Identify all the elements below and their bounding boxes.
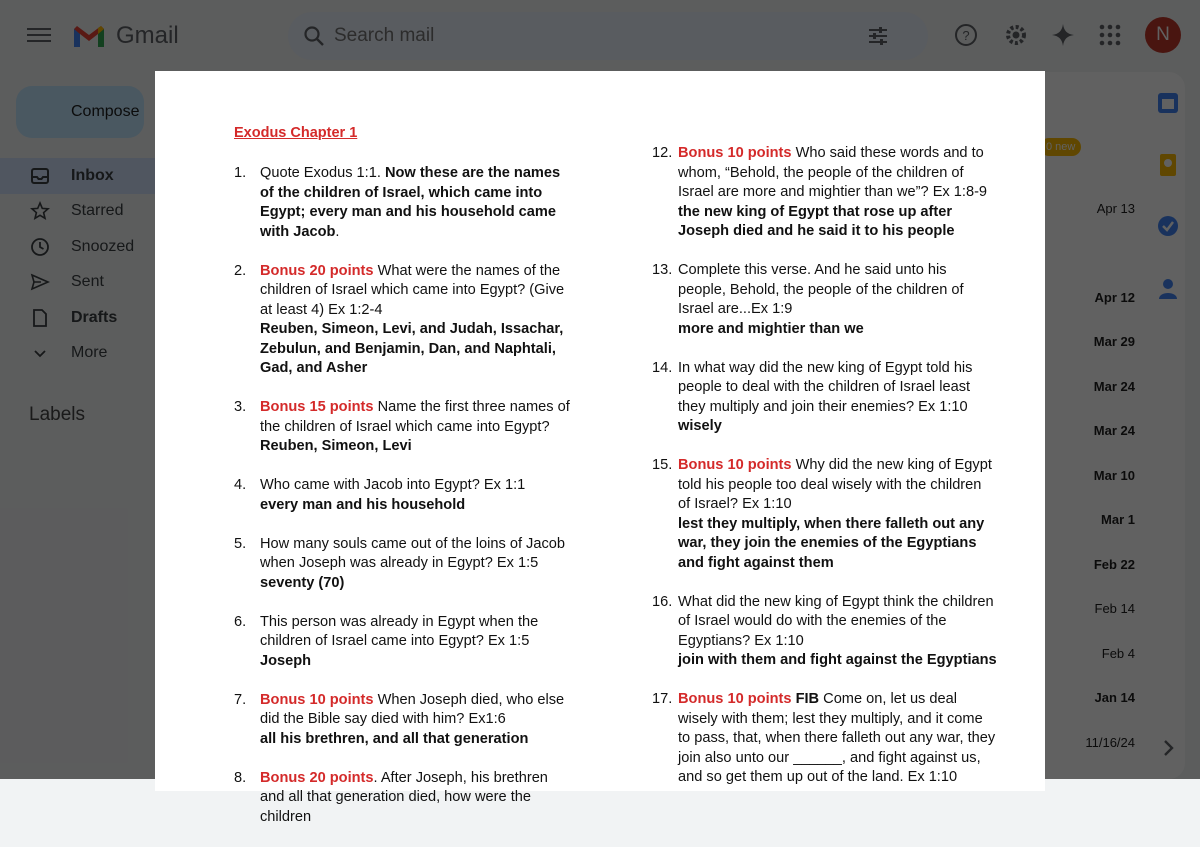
question-number: 12. bbox=[652, 145, 673, 161]
question-answer: seventy (70) bbox=[260, 574, 345, 591]
question-text: Who said these words and to whom, “Behold, the people of the children of Israel are more and mightier than we”? Ex 1:8-9 bbox=[678, 145, 988, 200]
question-text: What were the names of the children of Israel which came into Egypt? (Give at least 4) Ex 1:2-4 bbox=[260, 262, 565, 318]
question-answer: Joseph bbox=[260, 652, 312, 669]
question-answer: join with them and fight against the Egyptians bbox=[678, 652, 997, 668]
question-answer: Reuben, Simeon, Levi bbox=[260, 438, 412, 454]
question-number: 13. bbox=[652, 262, 673, 278]
question-number: 16. bbox=[652, 593, 673, 610]
question-answer: all his brethren, and all that generation bbox=[260, 730, 529, 747]
question-number: 2. bbox=[234, 262, 247, 279]
question-item bbox=[234, 535, 574, 594]
question-text: Why did the new king of Egypt told his people too deal wisely with the children of Israel? Ex 1:10 bbox=[678, 457, 992, 512]
bonus-label: Bonus 10 points bbox=[678, 691, 792, 707]
question-number: 15. bbox=[652, 457, 673, 473]
question-number: 8. bbox=[234, 769, 247, 786]
bonus-label: Bonus 20 points bbox=[260, 769, 374, 786]
question-item bbox=[234, 164, 574, 242]
document-column-left bbox=[234, 164, 574, 847]
question-number: 1. bbox=[234, 165, 247, 181]
question-item bbox=[234, 691, 574, 750]
question-item bbox=[234, 476, 574, 515]
bonus-label: Bonus 10 points bbox=[260, 691, 374, 708]
question-item bbox=[234, 262, 574, 379]
question-item bbox=[652, 261, 997, 339]
question-text: Quote Exodus 1:1. bbox=[260, 165, 385, 181]
bonus-label: Bonus 10 points bbox=[678, 145, 792, 161]
question-item bbox=[652, 359, 997, 437]
question-answer: more and mightier than we bbox=[678, 320, 864, 337]
question-text: In what way did the new king of Egypt told his people to deal with the children of Israel least they multiply and join their enemies? Ex 1:10 bbox=[678, 359, 973, 415]
question-text: How many souls came out of the loins of Jacob when Joseph was already in Egypt? Ex 1:5 bbox=[260, 535, 566, 571]
question-item bbox=[234, 769, 574, 828]
question-trail: . bbox=[335, 223, 340, 240]
question-text: When Joseph died, who else did the Bible say died with him? Ex1:6 bbox=[260, 691, 565, 727]
question-text: . After Joseph, his brethren and all that generation died, how were the children bbox=[260, 769, 548, 825]
document-column-right bbox=[652, 144, 997, 807]
question-number: 14. bbox=[652, 359, 673, 376]
question-text: What did the new king of Egypt think the children of Israel would do with the enemies of the Egyptians? Ex 1:10 bbox=[678, 593, 994, 649]
question-answer: Reuben, Simeon, Levi, and Judah, Issachar, Zebulun, and Benjamin, Dan, and Naphtali, Gad, and Asher bbox=[260, 321, 564, 376]
question-number: 3. bbox=[234, 399, 247, 415]
document-title: Exodus Chapter 1 bbox=[234, 125, 358, 141]
bonus-label: Bonus 15 points bbox=[260, 399, 374, 415]
question-answer: lest they multiply, when there falleth out any war, they join the enemies of the Egyptians and fight against them bbox=[678, 515, 985, 571]
question-text: This person was already in Egypt when the children of Israel came into Egypt? Ex 1:5 bbox=[260, 613, 539, 649]
question-item bbox=[652, 593, 997, 671]
fib-label: FIB bbox=[795, 691, 820, 707]
question-number: 7. bbox=[234, 691, 247, 708]
question-answer: wisely bbox=[678, 418, 722, 434]
question-answer: the new king of Egypt that rose up after Joseph died and he said it to his people bbox=[678, 203, 955, 239]
question-text: Come on, let us deal wisely with them; lest they multiply, and it come to pass, that, when there falleth out any war, they join also unto our ______, and fight against us, and so get them up out of the land. Ex 1:10 bbox=[678, 691, 996, 785]
question-number: 6. bbox=[234, 613, 247, 630]
bonus-label: Bonus 10 points bbox=[678, 457, 792, 473]
question-text: Who came with Jacob into Egypt? Ex 1:1 bbox=[260, 477, 526, 493]
question-item bbox=[234, 398, 574, 457]
question-item bbox=[652, 456, 997, 573]
question-number: 5. bbox=[234, 535, 247, 552]
question-answer: Now these are the names of the children of Israel, which came into Egypt; every man and his household came with Jacob bbox=[260, 165, 561, 240]
question-item bbox=[652, 690, 997, 788]
question-item bbox=[652, 144, 997, 242]
question-number: 4. bbox=[234, 477, 247, 493]
document-preview bbox=[155, 71, 1045, 825]
question-text: Name the first three names of the children of Israel which came into Egypt? bbox=[260, 399, 570, 435]
question-answer: every man and his household bbox=[260, 496, 466, 513]
bonus-label: Bonus 20 points bbox=[260, 262, 374, 279]
question-item bbox=[234, 613, 574, 672]
question-text: Complete this verse. And he said unto his people, Behold, the people of the children of Israel are...Ex 1:9 bbox=[678, 262, 964, 317]
question-number: 17. bbox=[652, 691, 673, 707]
